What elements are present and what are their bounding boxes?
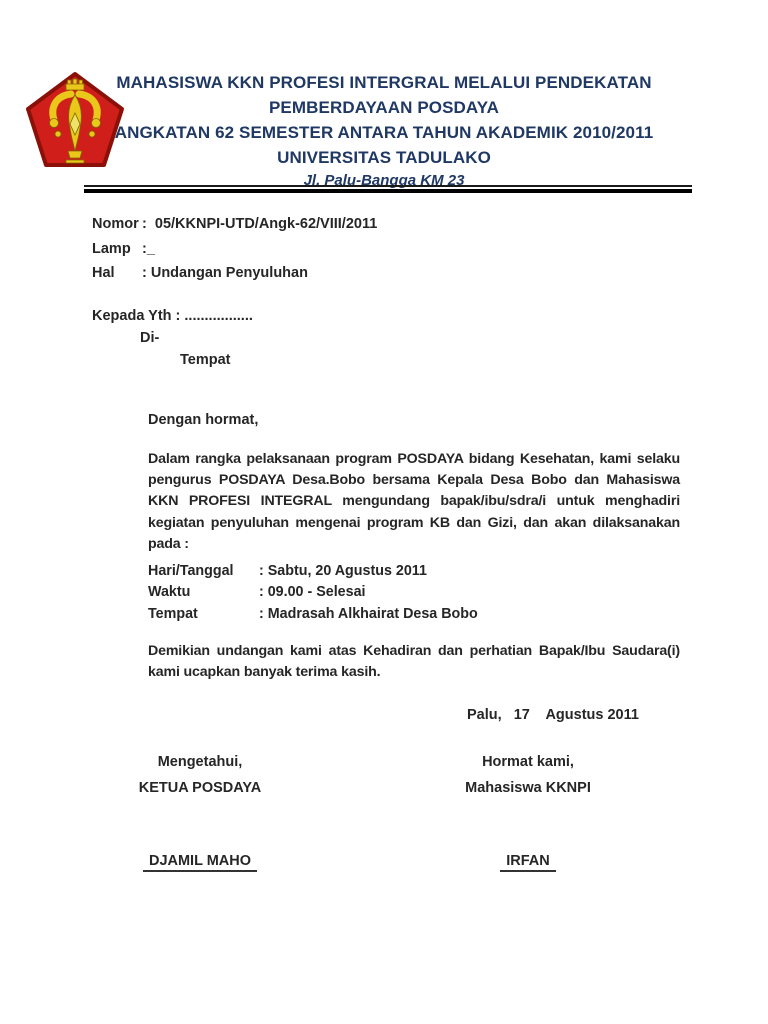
letterhead-line-4: UNIVERSITAS TADULAKO bbox=[277, 148, 491, 167]
body-paragraph-2: Demikian undangan kami atas Kehadiran dan perhatian Bapak/Ibu Saudara(i) kami ucapkan banyak terima kasih. bbox=[148, 643, 680, 681]
reference-block bbox=[92, 212, 377, 286]
reference-label: Nomor bbox=[92, 216, 139, 232]
signer-name-right-wrap bbox=[428, 853, 628, 872]
recipient-di-line: Di- bbox=[140, 330, 160, 346]
detail-value: : 09.00 - Selesai bbox=[259, 584, 366, 601]
detail-row-waktu bbox=[148, 582, 478, 603]
signature-left-org: KETUA POSDAYA bbox=[138, 780, 262, 796]
letterhead-line-2: PEMBERDAYAAN POSDAYA bbox=[268, 98, 499, 117]
detail-label: Tempat bbox=[148, 605, 198, 622]
signature-left-role: Mengetahui, bbox=[157, 754, 243, 770]
recipient-tempat-line: Tempat bbox=[180, 352, 231, 368]
detail-value: : Madrasah Alkhairat Desa Bobo bbox=[259, 605, 478, 622]
signer-name-right: IRFAN bbox=[500, 853, 556, 872]
recipient-to-line: Kepada Yth : ................. bbox=[92, 308, 253, 324]
reference-label: Lamp bbox=[92, 240, 131, 257]
reference-value: :_ bbox=[142, 240, 155, 257]
reference-value: : Undangan Penyuluhan bbox=[142, 265, 308, 281]
reference-row-hal bbox=[92, 261, 377, 286]
date-place-line: Palu, 17 Agustus 2011 bbox=[467, 707, 639, 723]
letterhead-address: Jl. Palu-Bangga KM 23 bbox=[303, 172, 465, 189]
signer-name-left: DJAMIL MAHO bbox=[143, 853, 257, 872]
letterhead-divider-rule bbox=[84, 185, 692, 193]
signature-right-org: Mahasiswa KKNPI bbox=[465, 780, 591, 796]
detail-row-hari-tanggal bbox=[148, 561, 478, 582]
recipient-block bbox=[92, 305, 253, 371]
signature-block-right bbox=[428, 749, 628, 801]
event-details-block bbox=[148, 561, 478, 625]
detail-row-tempat bbox=[148, 604, 478, 625]
detail-value: : Sabtu, 20 Agustus 2011 bbox=[259, 563, 427, 579]
signer-name-left-wrap bbox=[100, 853, 300, 872]
letterhead bbox=[0, 70, 768, 191]
signature-right-role: Hormat kami, bbox=[482, 754, 574, 770]
reference-row-lamp bbox=[92, 237, 377, 262]
detail-label: Waktu bbox=[148, 584, 191, 601]
detail-label: Hari/Tanggal bbox=[148, 563, 234, 579]
reference-value: : 05/KKNPI-UTD/Angk-62/VIII/2011 bbox=[142, 216, 378, 232]
letterhead-line-3: ANGKATAN 62 SEMESTER ANTARA TAHUN AKADEMIK 2010/2011 bbox=[114, 123, 654, 142]
salutation: Dengan hormat, bbox=[148, 412, 259, 428]
letterhead-line-1: MAHASISWA KKN PROFESI INTERGRAL MELALUI PENDEKATAN bbox=[116, 73, 652, 92]
body-paragraph-1: Dalam rangka pelaksanaan program POSDAYA bidang Kesehatan, kami selaku pengurus POSDAYA Desa.Bobo bersama Kepala Desa Bobo dan Mahasiswa KKN PROFESI INTEGRAL mengundang bapak/ibu/sdra/i untuk menghadiri kegiatan penyuluhan mengenai program KB dan Gizi, dan akan dilaksanakan pada : bbox=[148, 451, 680, 552]
reference-row-nomor bbox=[92, 212, 377, 237]
signature-block-left bbox=[100, 749, 300, 801]
reference-label: Hal bbox=[92, 265, 115, 281]
